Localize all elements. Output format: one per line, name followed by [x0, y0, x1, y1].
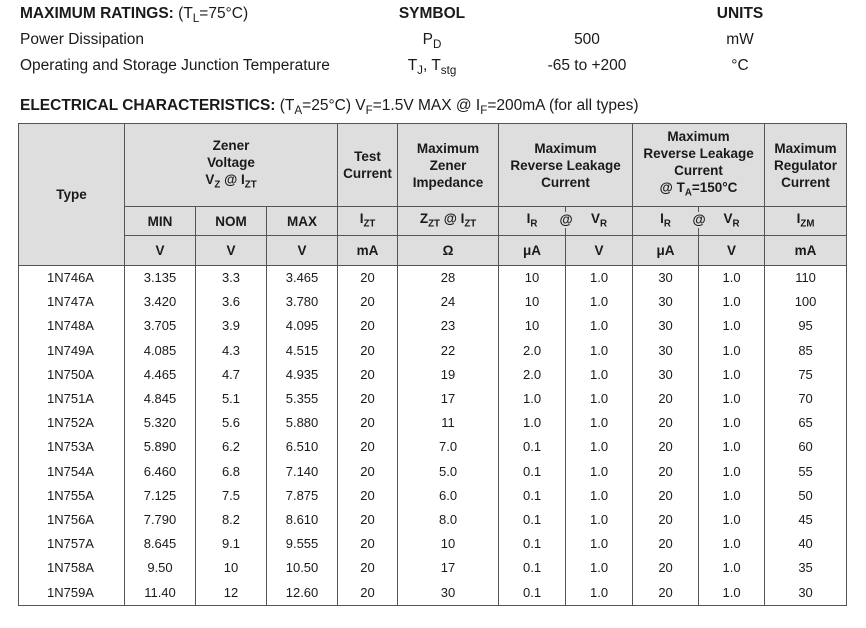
- ir-symbol: [499, 207, 566, 236]
- elec-cond: =200mA (for all types): [487, 97, 639, 114]
- value-cell: 3.780: [267, 290, 338, 314]
- table-row: [19, 363, 847, 387]
- sym: I: [796, 210, 801, 226]
- value-cell: 24: [398, 290, 499, 314]
- value-cell: 7.0: [398, 435, 499, 459]
- header-line: Maximum: [416, 140, 480, 156]
- value-cell: 20: [338, 411, 398, 435]
- max-ratings-title: MAXIMUM RATINGS:: [20, 5, 174, 22]
- value-cell: 1.0: [566, 532, 633, 556]
- max-rating-symbol: [372, 31, 492, 51]
- value-cell: 30: [633, 290, 699, 314]
- value-cell: 5.355: [267, 387, 338, 411]
- max-rating-param: Power Dissipation: [20, 31, 145, 48]
- value-cell: 1.0: [699, 387, 765, 411]
- value-cell: 7.125: [125, 484, 196, 508]
- value-cell: 6.0: [398, 484, 499, 508]
- value-cell: 1.0: [566, 508, 633, 532]
- value-cell: 4.515: [267, 339, 338, 363]
- header-line: Zener: [212, 137, 250, 153]
- value-cell: 8.0: [398, 508, 499, 532]
- type-header-label: Type: [56, 187, 87, 202]
- value-cell: 1.0: [566, 484, 633, 508]
- symbol-header: SYMBOL: [398, 5, 466, 22]
- value-cell: 9.50: [125, 556, 196, 580]
- type-cell: 1N758A: [19, 556, 125, 580]
- table-body: [19, 266, 847, 606]
- value-cell: 20: [338, 460, 398, 484]
- symbol-sub-2: stg: [440, 64, 457, 78]
- max-rating-param: Operating and Storage Junction Temperature: [20, 57, 330, 74]
- table-row: [19, 532, 847, 556]
- value-cell: 3.465: [267, 266, 338, 291]
- max-rating-unit: mW: [726, 31, 754, 48]
- value-cell: 40: [765, 532, 847, 556]
- value-cell: 20: [338, 532, 398, 556]
- value-cell: 10: [398, 532, 499, 556]
- sym: I: [359, 210, 364, 226]
- value-cell: 1.0: [699, 556, 765, 580]
- table-row: [19, 556, 847, 580]
- unit-cell: mA: [765, 236, 847, 266]
- value-cell: 5.1: [196, 387, 267, 411]
- elec-cond-sub: F: [365, 104, 373, 118]
- value-cell: 20: [633, 411, 699, 435]
- table-row: [19, 460, 847, 484]
- value-cell: 1.0: [499, 411, 566, 435]
- value-cell: 1.0: [699, 460, 765, 484]
- table-row: [19, 484, 847, 508]
- value-cell: 4.935: [267, 363, 338, 387]
- symbol-main-2: , T: [422, 57, 441, 74]
- table-row: [19, 508, 847, 532]
- value-cell: 30: [633, 339, 699, 363]
- value-cell: 6.8: [196, 460, 267, 484]
- value-cell: 4.845: [125, 387, 196, 411]
- max-zener-impedance-header: [398, 124, 499, 207]
- sym-sub: Z: [214, 179, 221, 191]
- value-cell: 0.1: [499, 460, 566, 484]
- max-rating-symbol: [372, 57, 492, 77]
- value-cell: 30: [633, 266, 699, 291]
- maximum-ratings-section: [0, 0, 866, 90]
- value-cell: 5.890: [125, 435, 196, 459]
- table-row: [19, 580, 847, 605]
- type-cell: 1N750A: [19, 363, 125, 387]
- elec-cond: =1.5V MAX @ I: [372, 97, 481, 114]
- type-cell: 1N756A: [19, 508, 125, 532]
- sym: @ I: [439, 210, 465, 226]
- value-cell: 20: [633, 556, 699, 580]
- value-cell: 7.140: [267, 460, 338, 484]
- table-row: [19, 266, 847, 291]
- value-cell: 10: [499, 290, 566, 314]
- value-cell: 20: [338, 363, 398, 387]
- value-cell: 35: [765, 556, 847, 580]
- value-cell: 4.085: [125, 339, 196, 363]
- table-row: [19, 387, 847, 411]
- value-cell: 30: [633, 314, 699, 338]
- value-cell: 3.9: [196, 314, 267, 338]
- header-line: Regulator: [774, 157, 838, 173]
- value-cell: 20: [633, 484, 699, 508]
- value-cell: 1.0: [566, 363, 633, 387]
- value-cell: 10: [499, 314, 566, 338]
- header-line: Zener: [429, 157, 467, 173]
- type-cell: 1N749A: [19, 339, 125, 363]
- elec-cond: (T: [275, 97, 295, 114]
- value-cell: 28: [398, 266, 499, 291]
- symbol-sub: J: [417, 64, 423, 78]
- value-cell: 1.0: [566, 556, 633, 580]
- at-symbol: @: [690, 212, 709, 228]
- type-cell: 1N755A: [19, 484, 125, 508]
- sym: I: [660, 210, 664, 226]
- value-cell: 6.510: [267, 435, 338, 459]
- sym-sub: ZT: [464, 218, 477, 230]
- value-cell: 1.0: [699, 290, 765, 314]
- value-cell: 1.0: [566, 339, 633, 363]
- value-cell: 6.2: [196, 435, 267, 459]
- value-cell: 5.6: [196, 411, 267, 435]
- value-cell: 17: [398, 556, 499, 580]
- sym: =150°C: [691, 180, 738, 196]
- value-cell: 20: [338, 339, 398, 363]
- units-row: [19, 236, 847, 266]
- value-cell: 1.0: [699, 580, 765, 605]
- sym: V: [205, 171, 215, 187]
- value-cell: 100: [765, 290, 847, 314]
- value-cell: 1.0: [566, 435, 633, 459]
- table-row: [19, 290, 847, 314]
- symbol-main: P: [422, 31, 433, 48]
- izt-symbol: [338, 207, 398, 236]
- value-cell: 1.0: [699, 266, 765, 291]
- value-cell: 3.705: [125, 314, 196, 338]
- sym-sub: ZT: [363, 218, 376, 230]
- unit-cell: μA: [633, 236, 699, 266]
- value-cell: 4.7: [196, 363, 267, 387]
- value-cell: 0.1: [499, 508, 566, 532]
- value-cell: 50: [765, 484, 847, 508]
- value-cell: 30: [633, 363, 699, 387]
- header-line: Impedance: [412, 174, 484, 190]
- sym-sub: A: [684, 187, 692, 199]
- value-cell: 55: [765, 460, 847, 484]
- value-cell: 8.610: [267, 508, 338, 532]
- value-cell: 0.1: [499, 435, 566, 459]
- unit-cell: V: [566, 236, 633, 266]
- sym-sub: ZM: [800, 218, 815, 230]
- value-cell: 1.0: [566, 290, 633, 314]
- header-line: [125, 171, 337, 193]
- elec-cond-sub: A: [294, 104, 303, 118]
- value-cell: 20: [633, 435, 699, 459]
- min-header: MIN: [125, 207, 196, 236]
- value-cell: 20: [633, 508, 699, 532]
- value-cell: 110: [765, 266, 847, 291]
- value-cell: 5.880: [267, 411, 338, 435]
- sym: V: [723, 210, 733, 226]
- type-cell: 1N752A: [19, 411, 125, 435]
- value-cell: 10: [499, 266, 566, 291]
- value-cell: 3.3: [196, 266, 267, 291]
- max-rating-row: [0, 57, 866, 81]
- value-cell: 4.095: [267, 314, 338, 338]
- sym: @ T: [659, 180, 685, 196]
- nom-header: NOM: [196, 207, 267, 236]
- sym-sub: ZT: [428, 218, 440, 230]
- value-cell: 5.320: [125, 411, 196, 435]
- value-cell: 5.0: [398, 460, 499, 484]
- header-line: Current: [674, 163, 723, 179]
- value-cell: 12.60: [267, 580, 338, 605]
- value-cell: 1.0: [566, 460, 633, 484]
- value-cell: 1.0: [699, 314, 765, 338]
- value-cell: 8.645: [125, 532, 196, 556]
- value-cell: 9.555: [267, 532, 338, 556]
- value-cell: 60: [765, 435, 847, 459]
- value-cell: 7.875: [267, 484, 338, 508]
- header-line: Current: [343, 166, 392, 181]
- electrical-characteristics-table: [18, 123, 847, 606]
- value-cell: 2.0: [499, 363, 566, 387]
- value-cell: 9.1: [196, 532, 267, 556]
- value-cell: 4.465: [125, 363, 196, 387]
- max-reverse-leakage-header: [499, 124, 633, 207]
- sym: @ I: [220, 171, 245, 187]
- header-line: Current: [781, 174, 830, 190]
- value-cell: 75: [765, 363, 847, 387]
- sym-sub: ZT: [244, 179, 257, 191]
- unit-cell: mA: [338, 236, 398, 266]
- header-line: Test: [354, 149, 381, 164]
- max-rating-unit: °C: [731, 57, 749, 74]
- value-cell: 4.3: [196, 339, 267, 363]
- value-cell: 1.0: [566, 314, 633, 338]
- type-cell: 1N751A: [19, 387, 125, 411]
- sym: V: [591, 210, 601, 226]
- value-cell: 1.0: [499, 387, 566, 411]
- sym: I: [526, 210, 531, 226]
- value-cell: 11: [398, 411, 499, 435]
- unit-cell: V: [699, 236, 765, 266]
- sym-sub: R: [663, 218, 671, 230]
- value-cell: 6.460: [125, 460, 196, 484]
- value-cell: 1.0: [699, 508, 765, 532]
- sym-sub: R: [600, 218, 608, 230]
- type-cell: 1N746A: [19, 266, 125, 291]
- max-rating-value: -65 to +200: [547, 57, 627, 74]
- value-cell: 12: [196, 580, 267, 605]
- max-ratings-condition-close: =75°C): [199, 5, 249, 22]
- value-cell: 20: [338, 484, 398, 508]
- unit-cell: μA: [499, 236, 566, 266]
- max-ratings-condition: (T: [178, 5, 193, 22]
- type-cell: 1N757A: [19, 532, 125, 556]
- max-reverse-leakage-150-header: [633, 124, 765, 207]
- header-line: [633, 179, 764, 201]
- value-cell: 3.6: [196, 290, 267, 314]
- unit-cell: Ω: [398, 236, 499, 266]
- value-cell: 1.0: [699, 532, 765, 556]
- sym: Z: [419, 210, 429, 226]
- type-cell: 1N754A: [19, 460, 125, 484]
- value-cell: 20: [338, 387, 398, 411]
- header-line: Reverse Leakage: [510, 157, 621, 173]
- header-line: Maximum: [534, 140, 597, 156]
- max-ratings-condition-sub: L: [192, 12, 200, 26]
- max-regulator-current-header: [765, 124, 847, 207]
- value-cell: 20: [338, 266, 398, 291]
- unit-cell: V: [267, 236, 338, 266]
- value-cell: 22: [398, 339, 499, 363]
- value-cell: 45: [765, 508, 847, 532]
- unit-cell: V: [196, 236, 267, 266]
- value-cell: 0.1: [499, 484, 566, 508]
- value-cell: 1.0: [699, 435, 765, 459]
- max-rating-value: 500: [574, 31, 600, 48]
- value-cell: 20: [338, 556, 398, 580]
- value-cell: 11.40: [125, 580, 196, 605]
- value-cell: 1.0: [699, 363, 765, 387]
- table-row: [19, 435, 847, 459]
- value-cell: 2.0: [499, 339, 566, 363]
- value-cell: 30: [398, 580, 499, 605]
- max-header: MAX: [267, 207, 338, 236]
- sym-sub: R: [530, 218, 538, 230]
- value-cell: 20: [338, 580, 398, 605]
- value-cell: 23: [398, 314, 499, 338]
- value-cell: 95: [765, 314, 847, 338]
- header-line: Reverse Leakage: [643, 146, 754, 162]
- max-ratings-title-block: [20, 5, 248, 25]
- izm-symbol: [765, 207, 847, 236]
- value-cell: 10: [196, 556, 267, 580]
- value-cell: 20: [633, 532, 699, 556]
- test-current-header: [338, 124, 398, 207]
- value-cell: 20: [338, 314, 398, 338]
- value-cell: 0.1: [499, 532, 566, 556]
- value-cell: 1.0: [699, 339, 765, 363]
- value-cell: 85: [765, 339, 847, 363]
- value-cell: 70: [765, 387, 847, 411]
- header-line: Current: [541, 174, 590, 190]
- value-cell: 1.0: [566, 266, 633, 291]
- value-cell: 1.0: [566, 387, 633, 411]
- type-cell: 1N748A: [19, 314, 125, 338]
- type-cell: 1N753A: [19, 435, 125, 459]
- value-cell: 0.1: [499, 556, 566, 580]
- value-cell: 0.1: [499, 580, 566, 605]
- symbol-main: T: [407, 57, 418, 74]
- table-row: [19, 314, 847, 338]
- value-cell: 7.5: [196, 484, 267, 508]
- value-cell: 1.0: [699, 411, 765, 435]
- value-cell: 19: [398, 363, 499, 387]
- value-cell: 3.420: [125, 290, 196, 314]
- zzt-symbol: [398, 207, 499, 236]
- elec-cond-sub: F: [480, 104, 488, 118]
- value-cell: 20: [338, 290, 398, 314]
- value-cell: 1.0: [699, 484, 765, 508]
- units-header: UNITS: [716, 5, 764, 22]
- value-cell: 8.2: [196, 508, 267, 532]
- header-line: Maximum: [774, 140, 837, 156]
- value-cell: 1.0: [566, 411, 633, 435]
- value-cell: 17: [398, 387, 499, 411]
- table-row: [19, 411, 847, 435]
- type-cell: 1N759A: [19, 580, 125, 605]
- type-cell: 1N747A: [19, 290, 125, 314]
- max-rating-row: [0, 31, 866, 55]
- value-cell: 30: [765, 580, 847, 605]
- elec-title: ELECTRICAL CHARACTERISTICS:: [20, 97, 276, 114]
- value-cell: 20: [633, 387, 699, 411]
- value-cell: 20: [633, 580, 699, 605]
- electrical-characteristics-heading: [20, 97, 639, 117]
- value-cell: 7.790: [125, 508, 196, 532]
- zener-voltage-header: [125, 124, 338, 207]
- value-cell: 20: [338, 508, 398, 532]
- elec-cond: =25°C) V: [302, 97, 366, 114]
- max-ratings-header-row: [0, 5, 866, 29]
- value-cell: 20: [633, 460, 699, 484]
- at-symbol: @: [557, 212, 576, 228]
- header-line: Voltage: [207, 154, 255, 170]
- value-cell: 10.50: [267, 556, 338, 580]
- header-line: Maximum: [667, 129, 730, 145]
- symbol-sub: D: [432, 38, 442, 52]
- value-cell: 1.0: [566, 580, 633, 605]
- value-cell: 20: [338, 435, 398, 459]
- unit-cell: V: [125, 236, 196, 266]
- type-header: [19, 124, 125, 266]
- table-row: [19, 339, 847, 363]
- sym-sub: R: [732, 218, 740, 230]
- value-cell: 3.135: [125, 266, 196, 291]
- value-cell: 65: [765, 411, 847, 435]
